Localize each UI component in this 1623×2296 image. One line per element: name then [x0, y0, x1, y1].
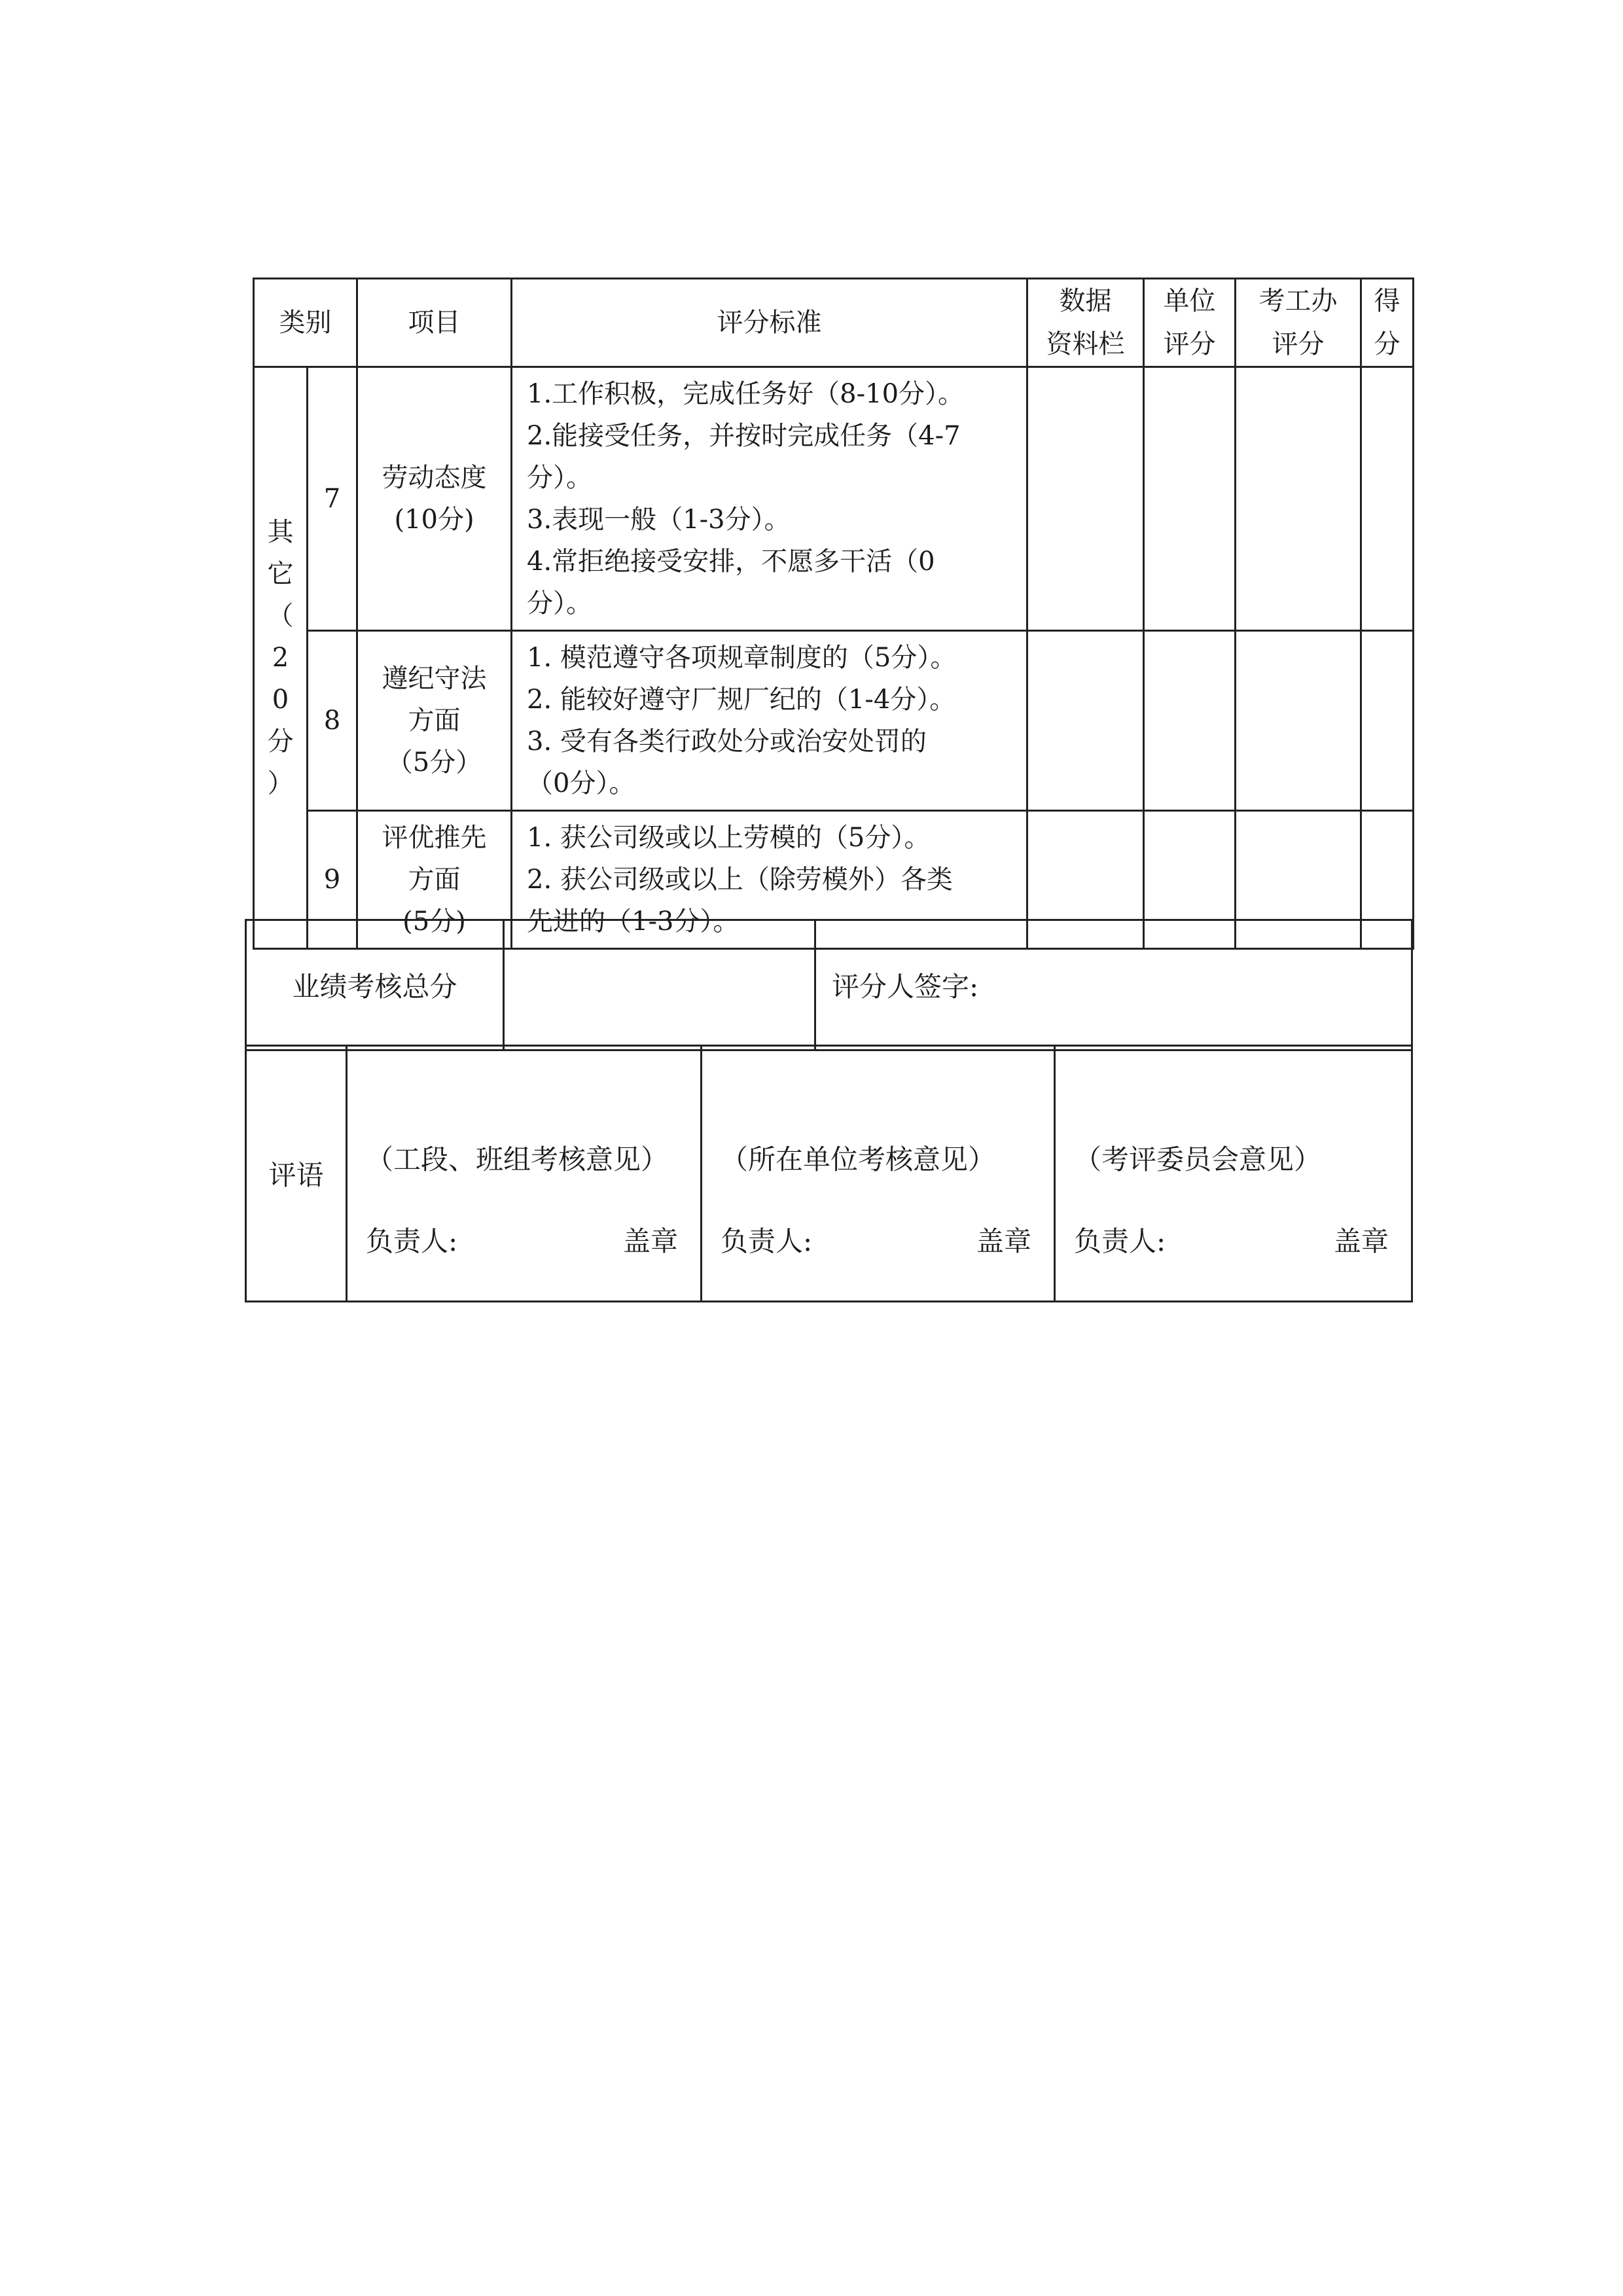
criteria-line: 1. 模范遵守各项规章制度的（5分）。 — [527, 643, 957, 673]
criteria-cell — [512, 631, 1027, 811]
row-number: 7 — [308, 367, 357, 631]
team-opinion-cell[interactable] — [347, 1046, 702, 1302]
team-opinion-title: （工段、班组考核意见） — [366, 1143, 669, 1175]
unit-opinion-cell[interactable] — [702, 1046, 1055, 1302]
header-score-line-2: 分 — [1374, 329, 1400, 359]
total-row — [246, 920, 1412, 1050]
header-final-score — [1361, 279, 1414, 367]
header-score-line-1: 得 — [1374, 286, 1400, 316]
total-score-label: 业绩考核总分 — [246, 920, 504, 1050]
item-line: 方面 — [408, 706, 461, 736]
scorer-signature-label: 评分人签字: — [832, 971, 979, 1003]
category-char: 其 — [267, 517, 294, 547]
criteria-line: 先进的（1-3分）。 — [527, 906, 740, 937]
comments-row — [246, 1046, 1412, 1302]
unit-responsible-label: 负责人: — [721, 1225, 813, 1257]
category-other-cell — [254, 367, 308, 949]
item-line: 评优推先 — [382, 823, 487, 853]
unit-score-cell[interactable] — [1144, 631, 1236, 811]
unit-opinion-title: （所在单位考核意见） — [721, 1143, 996, 1175]
criteria-line: （0分）。 — [527, 768, 635, 798]
category-char: 0 — [272, 685, 289, 715]
total-score-table — [245, 919, 1413, 1051]
header-row — [254, 279, 1414, 367]
item-cell — [357, 631, 512, 811]
item-line: 遵纪守法 — [382, 664, 487, 694]
committee-seal-label: 盖章 — [1333, 1225, 1389, 1257]
criteria-line: 4.常拒绝接受安排，不愿多干活（0 — [527, 547, 935, 577]
category-char: 它 — [267, 559, 294, 589]
header-office-line-2: 评分 — [1272, 329, 1325, 359]
committee-opinion-title: （考评委员会意见） — [1074, 1143, 1322, 1175]
data-input-cell[interactable] — [1027, 367, 1144, 631]
header-unit-line-2: 评分 — [1163, 329, 1216, 359]
team-seal-label: 盖章 — [622, 1225, 678, 1257]
criteria-line: 3. 受有各类行政处分或治安处罚的 — [527, 726, 927, 757]
category-char: 2 — [272, 643, 289, 673]
scoring-table — [253, 278, 1414, 950]
criteria-line: 3.表现一般（1-3分）。 — [527, 505, 791, 535]
total-score-value-cell[interactable] — [504, 920, 815, 1050]
criteria-line: 分）。 — [527, 588, 592, 619]
office-score-cell[interactable] — [1236, 367, 1361, 631]
data-input-cell[interactable] — [1027, 631, 1144, 811]
header-data-column — [1027, 279, 1144, 367]
header-criteria: 评分标准 — [512, 279, 1027, 367]
header-office-line-1: 考工办 — [1258, 286, 1338, 316]
header-unit-score — [1144, 279, 1236, 367]
table-row — [254, 367, 1414, 631]
criteria-line: 2. 能较好遵守厂规厂纪的（1-4分）。 — [527, 685, 956, 715]
item-line: (10分) — [394, 505, 474, 535]
criteria-cell — [512, 367, 1027, 631]
header-data-line-2: 资料栏 — [1046, 329, 1125, 359]
header-category: 类别 — [254, 279, 357, 367]
unit-seal-label: 盖章 — [976, 1225, 1031, 1257]
item-line: (5分) — [402, 906, 466, 937]
item-cell — [357, 367, 512, 631]
final-score-cell[interactable] — [1361, 631, 1414, 811]
header-data-line-1: 数据 — [1059, 286, 1112, 316]
criteria-line: 2.能接受任务，并按时完成任务（4-7 — [527, 421, 961, 451]
category-char: ） — [267, 768, 294, 798]
category-char: （ — [267, 601, 294, 631]
committee-opinion-cell[interactable] — [1055, 1046, 1412, 1302]
office-score-cell[interactable] — [1236, 631, 1361, 811]
item-line: （5分） — [386, 747, 482, 778]
comments-table — [245, 1045, 1413, 1302]
header-office-score — [1236, 279, 1361, 367]
criteria-line: 1.工作积极，完成任务好（8-10分）。 — [527, 379, 965, 409]
table-row — [254, 631, 1414, 811]
criteria-line: 2. 获公司级或以上（除劳模外）各类 — [527, 865, 953, 895]
criteria-line: 分）。 — [527, 463, 592, 493]
final-score-cell[interactable] — [1361, 367, 1414, 631]
unit-score-cell[interactable] — [1144, 367, 1236, 631]
row-number: 8 — [308, 631, 357, 811]
item-line: 方面 — [408, 865, 461, 895]
team-responsible-label: 负责人: — [366, 1225, 458, 1257]
committee-responsible-label: 负责人: — [1074, 1225, 1166, 1257]
category-char: 分 — [267, 726, 294, 757]
criteria-line: 1. 获公司级或以上劳模的（5分）。 — [527, 823, 931, 853]
comments-label: 评语 — [246, 1046, 347, 1302]
item-line: 劳动态度 — [382, 463, 487, 493]
header-unit-line-1: 单位 — [1163, 286, 1216, 316]
header-item: 项目 — [357, 279, 512, 367]
row-number: 9 — [308, 811, 357, 949]
scorer-signature-cell[interactable] — [815, 920, 1412, 1050]
